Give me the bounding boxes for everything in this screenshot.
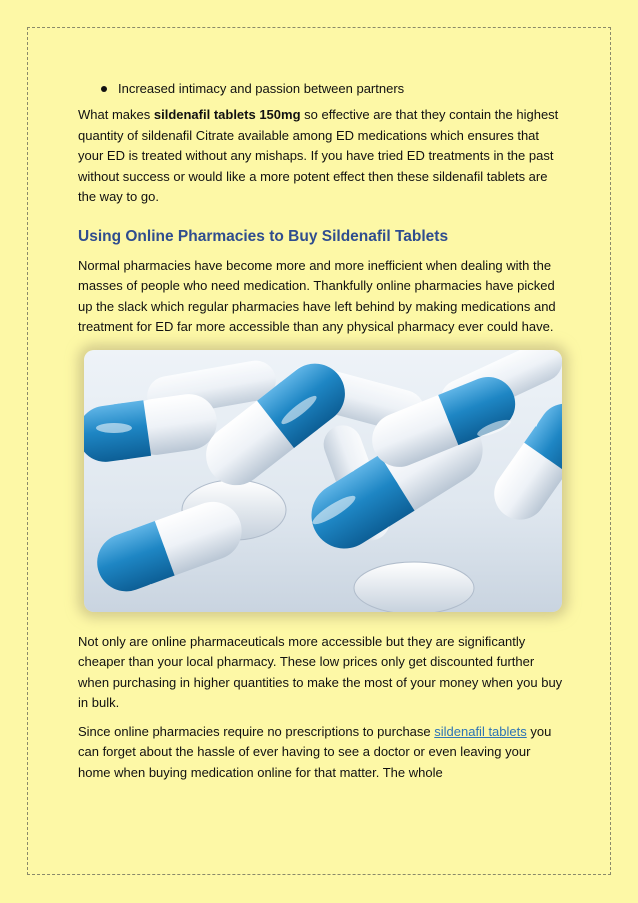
white-tablet [354, 562, 474, 612]
paragraph-normal-pharmacies: Normal pharmacies have become more and more inefficient when dealing with the masses of people who need medication. Thankfully online pharmacies have picked up the slack which regular pharmacies have left behind by making medications and treatment for ED far more accessible than any physical pharmacy ever could have. [78, 257, 556, 334]
capsules-photo [84, 350, 562, 612]
para1-suffix: so effective are that they contain the highest quantity of sildenafil Citrate available among ED medications which ensures that your ED is treated without any mishaps. If you have tried ED treatments in the past without success or would like a more potent effect then these sildenafil tablets are the way to go. [78, 107, 559, 204]
bullet-dot-icon [101, 86, 107, 92]
section-heading: Using Online Pharmacies to Buy Sildenafil Tablets [78, 227, 449, 245]
para4-prefix: Since online pharmacies require no prescriptions to purchase [78, 723, 435, 739]
bullet-text: Increased intimacy and passion between partners [118, 81, 405, 96]
paragraph-no-prescription [78, 722, 566, 784]
sildenafil-tablets-link[interactable]: sildenafil tablets [434, 723, 527, 739]
para4-suffix: you can forget about the hassle of ever having to see a doctor or even leaving your home when buying medication online for that matter. The whole [78, 723, 552, 780]
capsules-illustration [84, 350, 562, 612]
document-body [78, 79, 566, 791]
bullet-item [101, 79, 566, 99]
capsule [89, 493, 250, 599]
paragraph-sildenafil-effect [78, 105, 566, 208]
para1-bold: sildenafil tablets 150mg [153, 107, 301, 122]
paragraph-online-cheaper: Not only are online pharmaceuticals more accessible but they are significantly cheaper than your local pharmacy. These low prices only get discounted further when purchasing in higher quantities to make the most of your money when you buy in bulk. [78, 633, 563, 710]
para1-prefix: What makes [78, 107, 154, 122]
